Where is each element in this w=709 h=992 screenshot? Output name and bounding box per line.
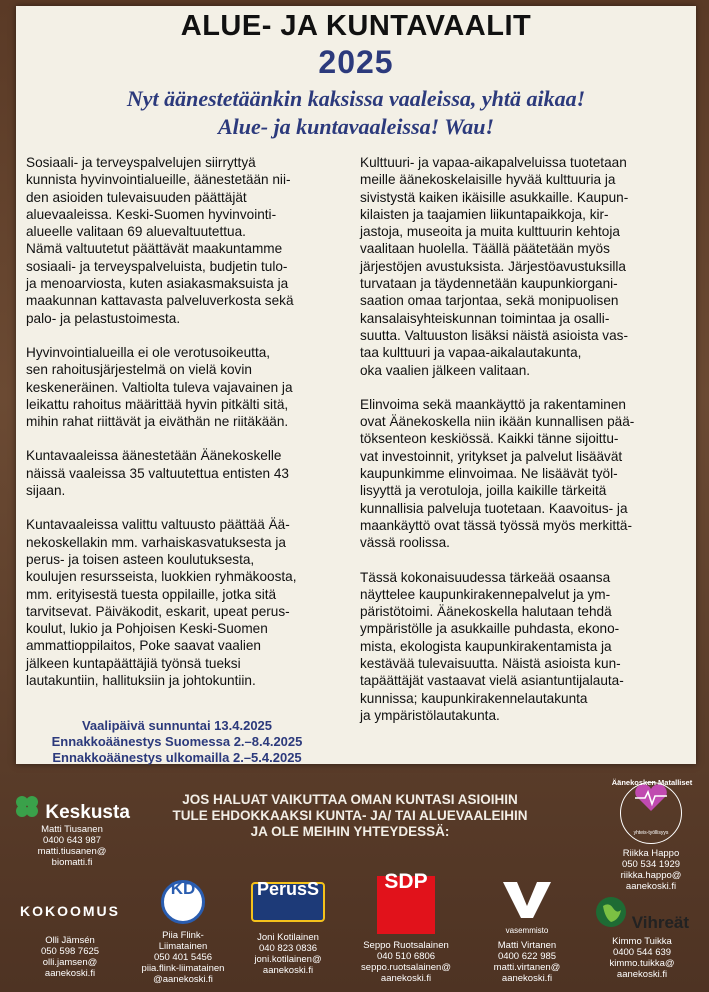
perus-logo: PerusS (251, 882, 325, 922)
contact-email: biomatti.fi (51, 857, 93, 868)
contact-email: joni.kotilainen@ (254, 954, 322, 965)
vihreat-logo (580, 896, 704, 932)
paragraph: Kuntavaaleissa valittu valtuusto päättää Ää- nekoskellakin mm. varhaiskasvatuksesta ja perus- ja toisen asteen koulutuksesta, koulujen resursseista, luokkien ryhmäkoosta, mm. erityisestä tuesta oppilaille, jotka sitä tarvitsevat. Päiväkodit, eskarit, upeat perus- koulut, lukio ja Pohjoisen Keski-Suomen ammattioppilaitos, Poke saavat vaalien jälkeen kuntapäättäjiä työnsä tueksi lautakuntiin, hallituksiin ja johtokuntiin. (26, 517, 297, 689)
party-kd (128, 880, 238, 985)
contact-email: @aanekoski.fi (153, 974, 213, 985)
contact-email: kimmo.tuikka@ (609, 958, 675, 969)
cta-line: TULE EHDOKKAAKSI KUNTA- JA/ TAI ALUEVAALEIHIN (172, 808, 528, 823)
contact-email: aanekoski.fi (44, 968, 96, 979)
contact-email: olli.jamsen@ (42, 957, 98, 968)
party-matalliset (596, 778, 706, 892)
advance-voting-abroad: Ennakkoäänestys ulkomailla 2.–5.4.2025 (52, 750, 302, 765)
contact-name: Seppo Ruotsalainen (363, 940, 449, 951)
party-sdp (346, 870, 466, 984)
subtitle-1: Nyt äänestetäänkin kaksissa vaaleissa, yhtä aikaa! (126, 86, 586, 111)
contact-email: riikka.happo@ (620, 870, 682, 881)
contact-email: aanekoski.fi (501, 973, 553, 984)
globe-icon (595, 896, 627, 928)
v-icon (499, 878, 555, 922)
contact-name: Liimatainen (158, 941, 208, 952)
party-vasemmisto (472, 878, 582, 984)
matalliset-logo-text: Äänekosken Matalliset (611, 778, 693, 787)
contact-phone: 040 823 0836 (258, 943, 318, 954)
contact-phone: 0400 643 987 (42, 835, 102, 846)
contact-phone: 040 510 6806 (376, 951, 436, 962)
contact-phone: 0400 622 985 (497, 951, 557, 962)
vihreat-logo-text: Vihreät (631, 913, 690, 932)
flyer-paper (16, 6, 696, 764)
paragraph: Sosiaali- ja terveyspalvelujen siirryttyä kunnista hyvinvointialueille, äänestetään nii- den asioiden tulevaisuuden päättäjät aluevaaleissa. Keski-Suomen hyvinvointi- alueelle valitaan 69 aluevaltuutettua. Nämä valtuutetut päättävät maakuntamme sosiaali- ja terveyspalveluista, budjetin tulo- ja menoarviosta, kuten asiakasmaksuista ja maakunnan kattavasta palveluverkosta sekä palo- ja pelastustoimesta. (26, 155, 294, 326)
contact-name: Matti Tiusanen (41, 824, 103, 835)
kd-logo: KD (161, 880, 205, 924)
contact-name: Matti Virtanen (497, 940, 557, 951)
contact-name: Riikka Happo (622, 848, 680, 859)
contact-name: Piia Flink- (162, 930, 204, 941)
advance-voting-finland: Ennakkoäänestys Suomessa 2.–8.4.2025 (51, 734, 303, 749)
paragraph: Kuntavaaleissa äänestetään Äänekoskelle näissä vaaleissa 35 valtuutettua entisten 43 sijaan. (26, 448, 289, 499)
kokoomus-logo: KOKOOMUS (20, 903, 120, 919)
vasemmisto-logo-text: vasemmisto (505, 926, 549, 935)
election-day: Vaalipäivä sunnuntai 13.4.2025 (81, 718, 273, 733)
vasemmisto-logo (472, 878, 582, 936)
election-year: 2025 (318, 44, 394, 80)
keskusta-logo-text: Keskusta (45, 802, 130, 823)
contact-name: Joni Kotilainen (257, 932, 319, 943)
contact-name: Olli Jämsén (45, 935, 95, 946)
party-kokoomus (8, 903, 132, 979)
keskusta-logo (14, 794, 130, 823)
party-keskusta (14, 794, 130, 868)
party-vihreat (580, 896, 704, 980)
cta-line: JOS HALUAT VAIKUTTAA OMAN KUNTASI ASIOIHIN (182, 792, 518, 807)
call-to-action (160, 792, 540, 840)
paragraph: Tässä kokonaisuudessa tärkeää osaansa näyttelee kaupunkirakennepalvelut ja ym- päristötoimi. Äänekoskella halutaan tehdä ympäristölle ja asukkaille puhdasta, ekono- mista, ekologista kaupunkirakentamista ja kestävää tulevaisuutta. Näistä asioista kun- tapäättäjät vastaavat vielä asiantuntijalauta- kunnissa; kaupunkirakennelautakunta ja ympäristölautakunta. (360, 569, 624, 723)
cta-line: JA OLE MEIHIN YHTEYDESSÄ: (250, 824, 450, 839)
contact-email: aanekoski.fi (380, 973, 432, 984)
paragraph: Elinvoima sekä maankäyttö ja rakentaminen ovat Äänekoskella niin ikään kunnallisen pää- töksenteon keskiössä. Kaikki tänne sijoittu- vat investoinnit, yritykset ja palvelut lisäävät kaupunkimme elinvoimaa. Ne lisäävät työl- lisyyttä ja verotuloja, joilla kaikille tärkeitä kunnallisia palveluja tuotetaan. Kaavoitus- ja maankäyttö ovat tässä työssä myös merkittä- vässä roolissa. (360, 396, 635, 551)
clover-icon (14, 794, 40, 818)
contact-phone: 050 534 1929 (621, 859, 681, 870)
right-column (360, 154, 690, 741)
contact-email: aanekoski.fi (625, 881, 677, 892)
contact-phone: 050 401 5456 (153, 952, 213, 963)
paragraph: Hyvinvointialueilla ei ole verotusoikeutta, sen rahoitusjärjestelmä on vielä kovin keskeneräinen. Valtiolta tuleva vajavainen ja leikattu rahoitus määrittää hyvin pitkälti sitä, mihin rahat riittävät ja eiväthän ne riitäkään. (26, 344, 293, 430)
contact-name: Kimmo Tuikka (612, 936, 672, 947)
contact-phone: 0400 544 639 (612, 947, 672, 958)
party-perussuomalaiset (236, 879, 340, 976)
contact-email: piia.flink-liimatainen (141, 963, 225, 974)
contact-email: matti.tiusanen@ (37, 846, 107, 857)
contact-email: seppo.ruotsalainen@ (361, 962, 451, 973)
subtitle-2: Alue- ja kuntavaaleissa! Wau! (217, 114, 495, 139)
matalliset-logo-subtext: yhteis-työllisyys (633, 830, 669, 836)
contact-phone: 050 598 7625 (40, 946, 100, 957)
contact-email: matti.virtanen@ (493, 962, 561, 973)
contact-email: aanekoski.fi (262, 965, 314, 976)
page-title: ALUE- JA KUNTAVAALIT (180, 10, 532, 42)
contact-email: aanekoski.fi (616, 969, 668, 980)
sdp-logo: SDP (377, 876, 435, 934)
paragraph: Kulttuuri- ja vapaa-aikapalveluissa tuotetaan meille äänekoskelaisille hyvää kulttuuria ja sivistystä kaiken ikäisille asukkaille. Kaupun- kilaisten ja taajamien liikuntapaikkoja, kir- jastoja, museoita ja muita kulttuurin kehtoja vaalitaan huolella. Täällä päätetään myös järjestöjen avustuksista. Järjestöavustuksilla turvataan ja täydennetään kaupunkiorgani- saation omaa tarjontaa, sekä monipuolisen kansalaisyhteiskunnan toimintaa ja osalli- suutta. Valtuuston lisäksi näistä asioista vas- taa kulttuuri ja vapaa-aikalautakunta, oka vaalien jälkeen valitaan. (360, 155, 629, 378)
left-column (26, 154, 351, 706)
matalliset-logo (611, 778, 693, 844)
election-dates (32, 718, 322, 766)
